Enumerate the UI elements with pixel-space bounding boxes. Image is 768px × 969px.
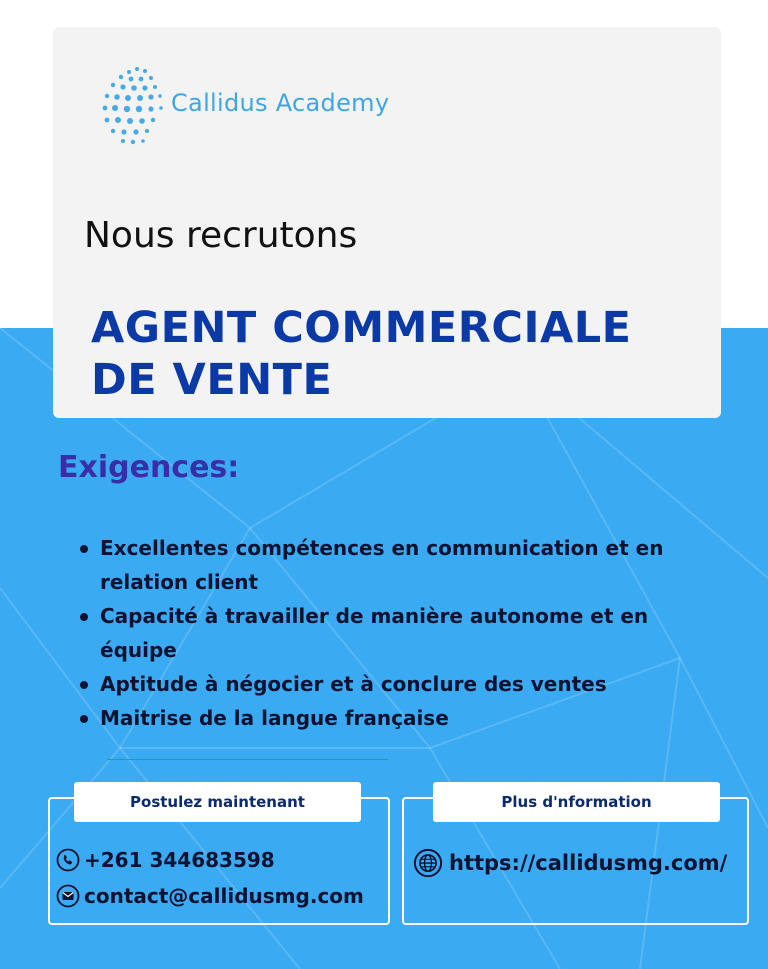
phone-contact[interactable]: [56, 848, 275, 872]
list-item: [80, 701, 730, 735]
apply-now-label: Postulez maintenant: [74, 782, 361, 822]
globe-icon: [413, 848, 443, 878]
email-contact[interactable]: [56, 884, 364, 908]
requirements-list: [80, 531, 730, 735]
job-title: AGENT COMMERCIALE DE VENTE: [91, 303, 632, 405]
email-address: contact@callidusmg.com: [84, 884, 364, 908]
website-link[interactable]: [413, 848, 727, 878]
header-card: [53, 27, 721, 418]
requirement-text: Capacité à travailler de manière autonome et en équipe: [100, 604, 649, 662]
requirements-heading: Exigences:: [58, 450, 240, 485]
requirement-text: Excellentes compétences en communication et en relation client: [100, 536, 664, 594]
list-item: [80, 599, 730, 667]
hiring-kicker: Nous recrutons: [84, 215, 358, 256]
requirement-text: Maitrise de la langue française: [100, 706, 449, 730]
requirement-text: Aptitude à négocier et à conclure des ventes: [100, 672, 607, 696]
website-url: https://callidusmg.com/: [449, 851, 728, 875]
list-item: [80, 667, 730, 701]
brand-name: Callidus Academy: [171, 89, 390, 117]
list-item: [80, 531, 730, 599]
phone-icon: [56, 848, 80, 872]
globe-dots-icon: [97, 63, 167, 147]
divider: [107, 759, 388, 760]
mail-icon: [56, 884, 80, 908]
more-info-label: Plus d'nformation: [433, 782, 720, 822]
phone-number: +261 344683598: [84, 848, 275, 872]
